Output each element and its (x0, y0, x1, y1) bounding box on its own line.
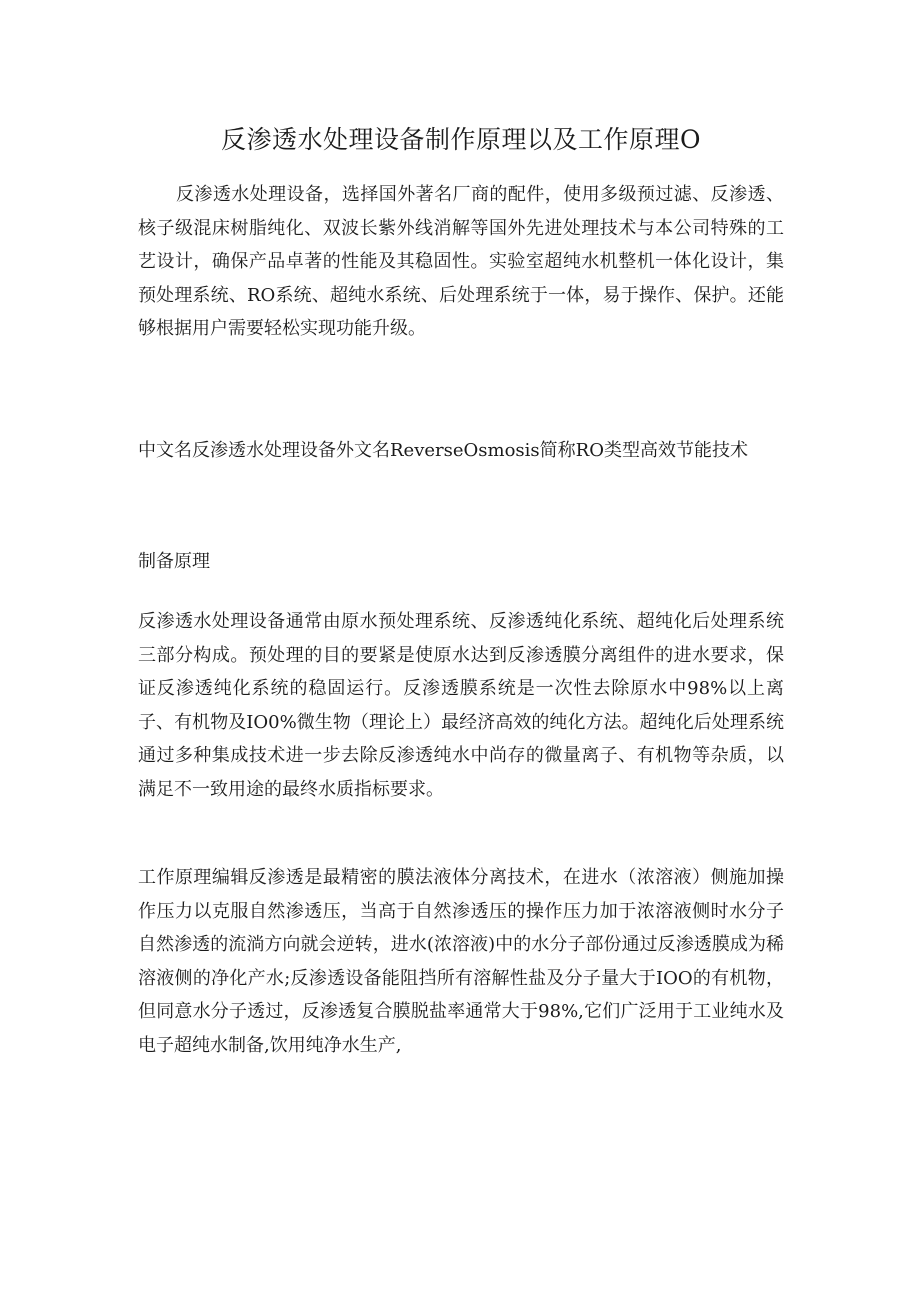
document-title: 反渗透水处理设备制作原理以及工作原理O (221, 125, 701, 154)
summary-paragraph: 中文名反渗透水处理设备外文名ReverseOsmosis简称RO类型高效节能技术 (138, 440, 748, 461)
intro-paragraph: 反渗透水处理设备，选择国外著名厂商的配件，使用多级预过滤、反渗透、核子级混床树脂纯化、双波长紫外线消解等国外先进处理技术与本公司特殊的工艺设计，确保产品卓著的性能及其稳固性。实验室超纯水机整机一体化设计，集预处理系统、RO系统、超纯水系统、后处理系统于一体，易于操作、保护。还能够根据用户需要轻松实现功能升级。 (138, 184, 784, 340)
working-principle-paragraph: 工作原理编辑反渗透是最精密的膜法液体分离技术，在进水（浓溶液）侧施加操作压力以克服自然渗透压，当高于自然渗透压的操作压力加于浓溶液侧时水分子自然渗透的流淌方向就会逆转，进水(浓溶液)中的水分子部份通过反渗透膜成为稀溶液侧的净化产水;反渗透设备能阻挡所有溶解性盐及分子量大于IOO的有机物，但同意水分子透过，反渗透复合膜脱盐率通常大于98%,它们广泛用于工业纯水及电子超纯水制备,饮用纯净水生产, (138, 867, 784, 1056)
section-heading-preparation: 制备原理 (138, 551, 210, 572)
preparation-paragraph: 反渗透水处理设备通常由原水预处理系统、反渗透纯化系统、超纯化后处理系统三部分构成。预处理的目的要紧是使原水达到反渗透膜分离组件的进水要求，保证反渗透纯化系统的稳固运行。反渗透膜系统是一次性去除原水中98%以上离子、有机物及IO0%微生物（理论上）最经济高效的纯化方法。超纯化后处理系统通过多种集成技术进一步去除反渗透纯水中尚存的微量离子、有机物等杂质，以满足不一致用途的最终水质指标要求。 (138, 611, 784, 800)
